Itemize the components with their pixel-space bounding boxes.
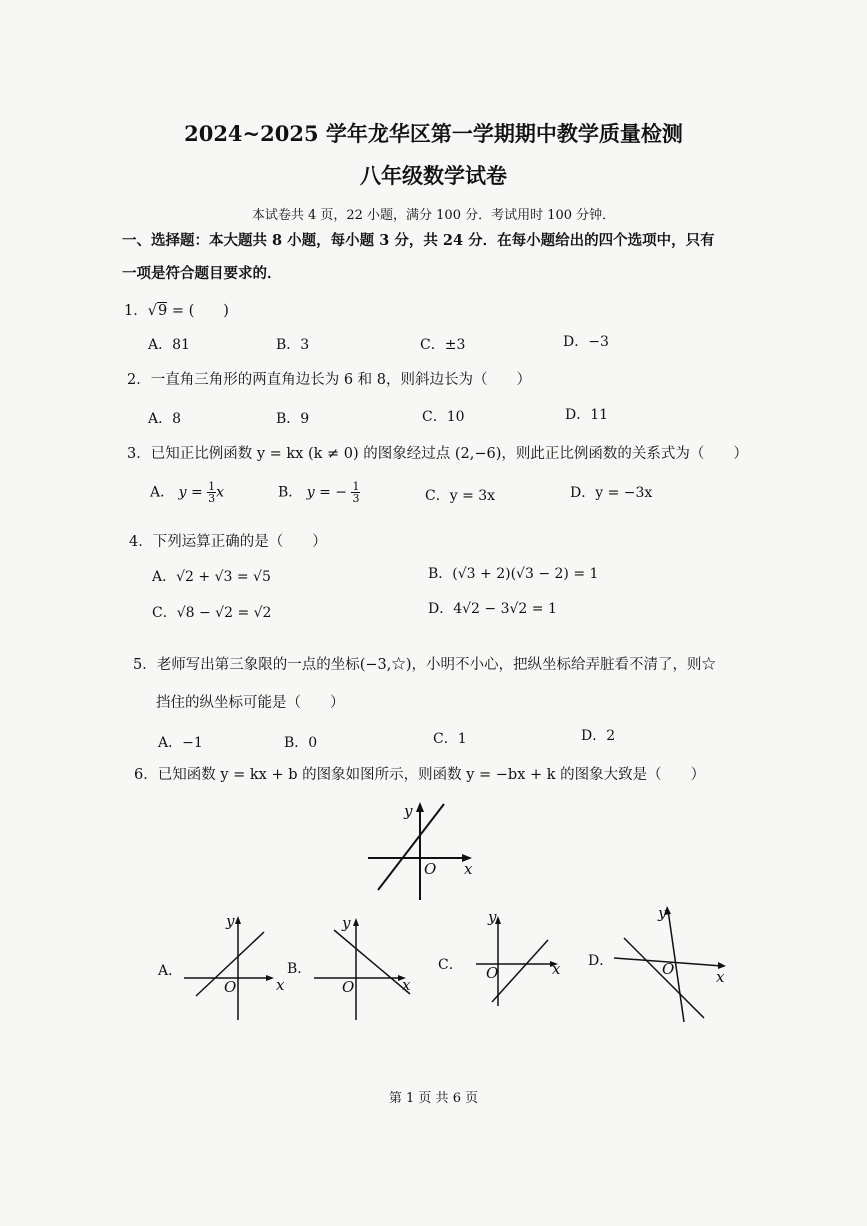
q5-option-a: A．−1 bbox=[158, 735, 203, 751]
y-axis-arrow bbox=[416, 802, 424, 812]
origin-label: O bbox=[486, 964, 499, 982]
q6-option-a-label: A． bbox=[158, 963, 183, 979]
q3-option-d: D．y = −3x bbox=[570, 485, 653, 501]
q5-option-d: D．2 bbox=[581, 728, 616, 744]
q1-option-a: A．81 bbox=[148, 337, 190, 353]
q2-option-a: A．8 bbox=[148, 411, 182, 427]
question-1-radicand: 9 bbox=[157, 303, 168, 319]
question-1-number: 1． bbox=[124, 303, 148, 319]
q6-option-b-graph bbox=[312, 910, 422, 1022]
q2-option-c: C．10 bbox=[422, 409, 465, 425]
q3-option-a-var: x bbox=[216, 484, 225, 501]
q3-option-b bbox=[278, 481, 360, 504]
q3-option-b-fraction bbox=[351, 481, 360, 504]
q3-option-b-label: B． bbox=[278, 484, 303, 501]
question-1: 1．√9 = ( ) bbox=[124, 303, 229, 319]
page-footer: 第 1 页 共 6 页 bbox=[388, 1091, 479, 1106]
section-heading-line1: 一、选择题：本大题共 8 小题，每小题 3 分，共 24 分．在每小题给出的四个选项中，只有 bbox=[122, 232, 715, 249]
q2-option-d: D．11 bbox=[565, 407, 609, 423]
q6-option-c-label: C． bbox=[438, 957, 463, 973]
q3-option-a-lhs: y = bbox=[178, 484, 203, 501]
q3-option-a-fraction bbox=[207, 481, 216, 504]
x-axis-label: x bbox=[402, 976, 411, 994]
fraction-denominator: 3 bbox=[352, 492, 360, 505]
y-axis-label: y bbox=[404, 802, 413, 820]
x-axis-label: x bbox=[276, 976, 285, 994]
q5-option-c: C．1 bbox=[433, 731, 467, 747]
fraction-denominator: 3 bbox=[208, 492, 216, 505]
q6-option-a-graph bbox=[180, 910, 290, 1022]
q3-option-b-lhs: y = − bbox=[306, 484, 348, 501]
y-axis-label: y bbox=[342, 914, 351, 932]
q4-option-c: C．√8 − √2 = √2 bbox=[152, 605, 272, 621]
q6-option-b-label: B． bbox=[287, 961, 312, 977]
q5-option-b: B．0 bbox=[284, 735, 318, 751]
q4-option-a: A．√2 + √3 = √5 bbox=[152, 569, 271, 585]
origin-label: O bbox=[662, 960, 675, 978]
q3-option-c: C．y = 3x bbox=[425, 488, 496, 504]
question-4: 4．下列运算正确的是（ ） bbox=[129, 534, 327, 550]
question-1-tail: = ( ) bbox=[171, 303, 229, 319]
section-heading-line2: 一项是符合题目要求的． bbox=[122, 265, 282, 282]
q3-option-a-label: A． bbox=[150, 484, 175, 501]
page-subtitle: 八年级数学试卷 bbox=[360, 163, 507, 188]
q1-option-c: C．±3 bbox=[420, 337, 466, 353]
question-2: 2．一直角三角形的两直角边长为 6 和 8，则斜边长为（ ） bbox=[127, 372, 532, 388]
origin-label: O bbox=[342, 978, 355, 996]
x-axis-label: x bbox=[464, 860, 473, 878]
x-axis-label: x bbox=[552, 960, 561, 978]
question-5-line1: 5．老师写出第三象限的一点的坐标(−3,☆)，小明不小心，把纵坐标给弄脏看不清了，则☆ bbox=[133, 657, 717, 673]
q4-option-b: B．(√3 + 2)(√3 − 2) = 1 bbox=[428, 566, 599, 582]
y-axis-label: y bbox=[658, 904, 667, 922]
function-line bbox=[624, 938, 704, 1018]
page-title: 2024~2025 学年龙华区第一学期期中教学质量检测 bbox=[184, 121, 683, 146]
q1-option-b: B．3 bbox=[276, 337, 310, 353]
q6-option-d-label: D． bbox=[588, 953, 614, 969]
fraction-numerator: 1 bbox=[352, 480, 360, 493]
question-5-line2: 挡住的纵坐标可能是（ ） bbox=[156, 695, 345, 711]
q3-option-a bbox=[150, 481, 224, 504]
q6-option-d-graph bbox=[612, 902, 732, 1024]
function-line bbox=[492, 940, 548, 1002]
q6-option-c-graph bbox=[462, 906, 572, 1012]
x-axis-arrow bbox=[266, 975, 274, 981]
q2-option-b: B．9 bbox=[276, 411, 310, 427]
question-3: 3．已知正比例函数 y = kx (k ≠ 0) 的图象经过点 (2,−6)，则此正比例函数的关系式为（ ） bbox=[127, 446, 748, 462]
q4-option-d: D．4√2 − 3√2 = 1 bbox=[428, 601, 557, 617]
q1-option-d: D．−3 bbox=[563, 334, 609, 350]
x-axis-label: x bbox=[716, 968, 725, 986]
y-axis-arrow bbox=[353, 918, 359, 926]
origin-label: O bbox=[224, 978, 237, 996]
y-axis-label: y bbox=[488, 908, 497, 926]
question-6: 6．已知函数 y = kx + b 的图象如图所示，则函数 y = −bx + k 的图象大致是（ ） bbox=[134, 767, 706, 783]
exam-note: 本试卷共 4 页，22 小题，满分 100 分．考试用时 100 分钟． bbox=[251, 208, 616, 223]
q6-given-graph bbox=[360, 798, 480, 900]
fraction-numerator: 1 bbox=[208, 480, 216, 493]
origin-label: O bbox=[424, 860, 437, 878]
y-axis-arrow bbox=[235, 916, 241, 924]
y-axis-label: y bbox=[226, 912, 235, 930]
